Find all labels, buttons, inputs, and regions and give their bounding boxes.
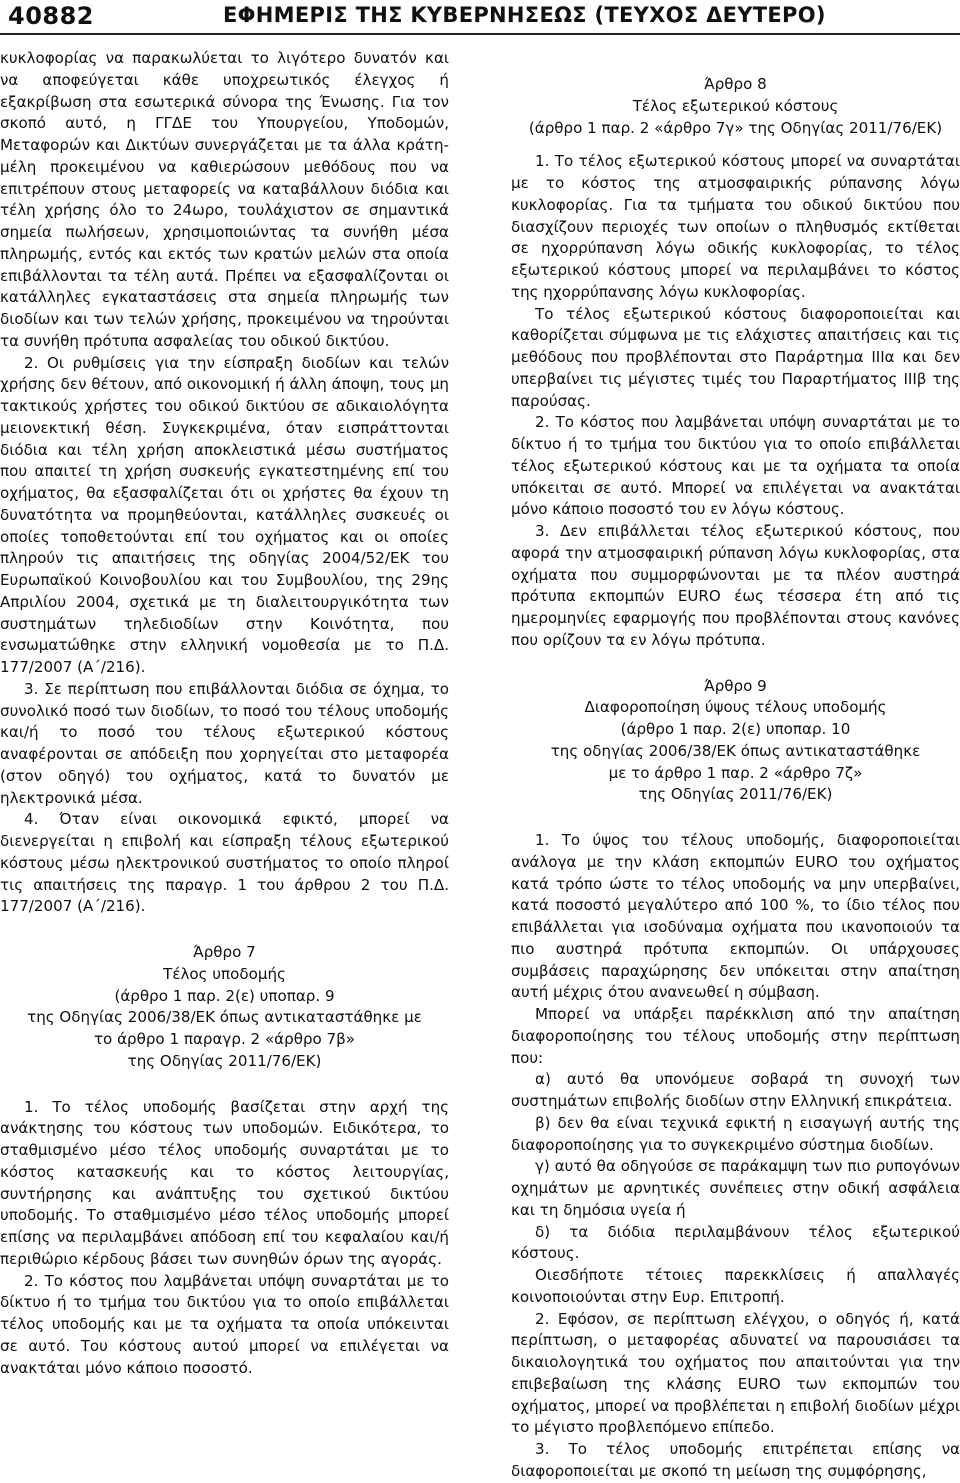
spacer: [511, 806, 960, 830]
journal-title: ΕΦΗΜΕΡΙΣ ΤΗΣ ΚΥΒΕΡΝΗΣΕΩΣ (ΤΕΥΧΟΣ ΔΕΥΤΕΡΟ): [223, 3, 826, 27]
paragraph: 4. Όταν είναι οικονομικά εφικτό, μπορεί να διενεργείται η επιβολή και είσπραξη τέλους εξωτερικού κόστους μέσω ηλεκτρονικού συστήματος το οποίο πληροί τις απαιτήσεις της παραγρ. 1 του άρθρου 2 του Π.Δ. 177/2007 (Α΄/216).: [0, 810, 449, 916]
paragraph: 2. Το κόστος που λαμβάνεται υπόψη συναρτάται με το δίκτυο ή το τμήμα του δικτύου για το οποίο επιβάλλεται τέλος εξωτερικού κόστους και με τα οχήματα τα οποία υπόκειται σε αυτό. Μπορεί να επιλέγεται να ανακτάται μόνο κάποιο ποσοστό του εν λόγω κόστους.: [511, 413, 960, 519]
paragraph: 2. Οι ρυθμίσεις για την είσπραξη διοδίων και τελών χρήσης δεν θέτουν, από οικονομική ή άλλη άποψη, τους μη τακτικούς χρήστες του οδικού δικτύου σε αδικαιολόγητα μειονεκτική θέση. Συγκεκριμένα, όταν εισπράττονται διόδια και τέλη χρήση αποκλειστικά μέσω συστήματος που απαιτεί τη χρήση συσκευής εγκατεστημένης επί του οχήματος, θα εξασφαλίζεται ότι οι χρήστες θα έχουν τη δυνατότητα να προμηθεύονται, κατάλληλες συσκευές οι οποίες τοποθετούνται επί του οχήματος και οι οποίες πληρούν τις απαιτήσεις της οδηγίας 2004/52/ΕΚ του Ευρωπαϊκού Κοινοβουλίου και του Συμβουλίου, της 29ης Απριλίου 2004, σχετικά με τη διαλειτουργικότητα των συστημάτων τηλεδιοδίων στην Κοινότητα, που ενσωματώθηκε στην ελληνική νομοθεσία με το Π.Δ. 177/2007 (Α΄/216).: [0, 353, 449, 676]
spacer: [0, 918, 449, 942]
list-item: δ) τα διόδια περιλαμβάνουν τέλος εξωτερικού κόστους.: [511, 1222, 960, 1263]
paragraph: Οιεσδήποτε τέτοιες παρεκκλίσεις ή απαλλαγές κοινοποιούνται στην Ευρ. Επιτροπή.: [511, 1266, 960, 1306]
spacer: [0, 1073, 449, 1097]
paragraph: 3. Δεν επιβάλλεται τέλος εξωτερικού κόστους, που αφορά την ατμοσφαιρική ρύπανση λόγω κυκλοφορίας, στα οχήματα που συμμορφώνονται με τα πλέον αυστηρά πρότυπα εκπομπών EURO έως τέσσερα έτη από τις ημερομηνίες εφαρμογής που προβλέπονται στους κανόνες που ορίζουν τα εν λόγω πρότυπα.: [511, 522, 960, 649]
paragraph: 1. Το τέλος υποδομής βασίζεται στην αρχή της ανάκτησης του κόστους των υποδομών. Ειδικότερα, το σταθμισμένο μέσο τέλος υποδομής συναρτάται με το κόστος κατασκευής και το κόστος λειτουργίας, συντήρησης και ανάπτυξης του σχετικού δικτύου υποδομής. Το σταθμισμένο μέσο τέλος υποδομής μπορεί επίσης να περιλαμβάνει απόδοση επί του κεφαλαίου και/ή περιθώριο κέρδους βάσει των συνηθών όρων της αγοράς.: [0, 1097, 449, 1268]
paragraph: 2. Το κόστος που λαμβάνεται υπόψη συναρτάται με το δίκτυο ή το τμήμα του δικτύου για το οποίο επιβάλλεται τέλος υποδομής και με τα οχήματα τα οποία υπόκεινται σε αυτό. Του κόστους αυτού μπορεί να επιλέγεται να ανακτάται μόνο κάποιο ποσοστό.: [0, 1271, 449, 1377]
spacer: [511, 652, 960, 676]
paragraph: 3. Το τέλος υποδομής επιτρέπεται επίσης να διαφοροποιείται με σκοπό τη μείωση της συμφόρησης,: [511, 1440, 960, 1480]
page-header: [0, 0, 960, 34]
list-item: α) αυτό θα υπονόμευε σοβαρά τη συνοχή των συστημάτων επιβολής διοδίων στην Ελληνική επικράτεια.: [511, 1070, 960, 1110]
paragraph: 3. Σε περίπτωση που επιβάλλονται διόδια σε όχημα, το συνολικό ποσό των διοδίων, το ποσό του τέλους υποδομής και/ή το ποσό του τέλους εξωτερικού κόστους αναφέρονται σε απόδειξη που χορηγείται στο μεταφορέα (στον οδηγό) του οχήματος, κατά το δυνατόν με ηλεκτρονικά μέσα.: [0, 679, 449, 807]
page-number: 40882: [8, 2, 94, 30]
header-rule: [0, 33, 960, 35]
right-column: [511, 74, 960, 1483]
article-7-title: Άρθρο 7 Τέλος υποδομής (άρθρο 1 παρ. 2(ε) υποπαρ. 9 της Οδηγίας 2006/38/ΕΚ όπως αντικαταστάθηκε με το άρθρο 1 παραγρ. 2 «άρθρο 7β» της Οδηγίας 2011/76/ΕΚ): [27, 943, 422, 1070]
left-column: [0, 48, 449, 1379]
paragraph: 1. Το τέλος εξωτερικού κόστους μπορεί να συναρτάται με το κόστος της ατμοσφαιρικής ρύπανσης λόγω κυκλοφορίας. Για τα τμήματα του οδικού δικτύου που διασχίζουν περιοχές των οποίων ο πληθυσμός εκτίθεται σε ηχορρύπανση λόγω οδικής κυκλοφορίας, το τέλος εξωτερικού κόστους μπορεί να περιλαμβάνει το κόστος της ηχορρύπανσης λόγω κυκλοφορίας.: [511, 152, 960, 301]
article-8-title: Άρθρο 8 Τέλος εξωτερικού κόστους (άρθρο 1 παρ. 2 «άρθρο 7γ» της Οδηγίας 2011/76/ΕΚ): [528, 75, 943, 137]
spacer: [511, 139, 960, 151]
paragraph: 1. Το ύψος του τέλους υποδομής, διαφοροποιείται ανάλογα με την κλάση εκπομπών EURO του οχήματος κατά τρόπο ώστε το τέλος υποδομής να μην υπερβαίνει, κατά ποσοστό μεγαλύτερο από 100 %, το ίδιο τέλος που επιβάλλεται για ισοδύναμα οχήματα που ικανοποιούν τα πιο αυστηρά πρότυπα εκπομπών. Οι υπάρχουσες συμβάσεις παραχώρησης δεν υπόκειται στην απαίτηση αυτή μέχρις ότου ανανεωθεί η σύμβαση.: [511, 831, 960, 1002]
list-item: β) δεν θα είναι τεχνικά εφικτή η εισαγωγή αυτής της διαφοροποίησης για το συγκεκριμένο σύστημα διοδίων.: [511, 1113, 960, 1154]
article-9-title: Άρθρο 9 Διαφοροποίηση ύψους τέλους υποδομής (άρθρο 1 παρ. 2(ε) υποπαρ. 10 της οδηγίας 2006/38/ΕΚ όπως αντικαταστάθηκε με το άρθρο 1 παρ. 2 «άρθρο 7ζ» της Οδηγίας 2011/76/ΕΚ): [550, 676, 921, 804]
paragraph: Το τέλος εξωτερικού κόστους διαφοροποιείται και καθορίζεται σύμφωνα με τις ελάχιστες απαιτήσεις και τις μεθόδους που προβλέπονται στο Παράρτημα IIIα και δεν υπερβαίνει τις μέγιστες τιμές του Παραρτήματος IIIβ της παρούσας.: [511, 304, 960, 410]
paragraph: κυκλοφορίας να παρακωλύεται το λιγότερο δυνατόν και να αποφεύγεται κάθε υποχρεωτικός έλεγχος ή εξακρίβωση στα εσωτερικά σύνορα της Ένωσης. Για τον σκοπό αυτό, η ΓΓΔΕ του Υπουργείου, Υποδομών, Μεταφορών και Δικτύων συνεργάζεται με τα άλλα κράτη-μέλη προκειμένου να καθιερώσουν μεθόδους που να επιτρέπουν στους μεταφορείς να καταβάλλουν διόδια και τέλη χρήσης όλο το 24ωρο, τουλάχιστον σε σημαντικά σημεία πωλήσεων, χρησιμοποιώντας τα συνήθη μέσα πληρωμής, εντός και εκτός των κρατών μελών στα οποία επιβάλλονται τα τέλη αυτά. Πρέπει να εξασφαλίζονται οι κατάλληλες εγκαταστάσεις στα σημεία πληρωμής των διοδίων και των τελών χρήσης, προκειμένου να τηρούνται τα συνήθη πρότυπα ασφαλείας του οδικού δικτύου.: [0, 49, 449, 350]
list-item: γ) αυτό θα οδηγούσε σε παράκαμψη των πιο ρυπογόνων οχημάτων με αρνητικές συνέπειες στην οδική ασφάλεια και τη δημόσια υγεία ή: [511, 1157, 960, 1219]
paragraph: Μπορεί να υπάρξει παρέκκλιση από την απαίτηση διαφοροποίησης του τέλους υποδομής στην περίπτωση που:: [511, 1005, 960, 1067]
paragraph: 2. Εφόσον, σε περίπτωση ελέγχου, ο οδηγός ή, κατά περίπτωση, ο μεταφορέας αδυνατεί να παρουσιάσει τα δικαιολογητικά του οχήματος που απαιτούνται για την επιβεβαίωση της κλάσης EURO των εκπομπών του οχήματος, μπορεί να προβλέπεται η επιβολή διοδίων μέχρι το μέγιστο προβλεπόμενο επίπεδο.: [511, 1309, 960, 1437]
